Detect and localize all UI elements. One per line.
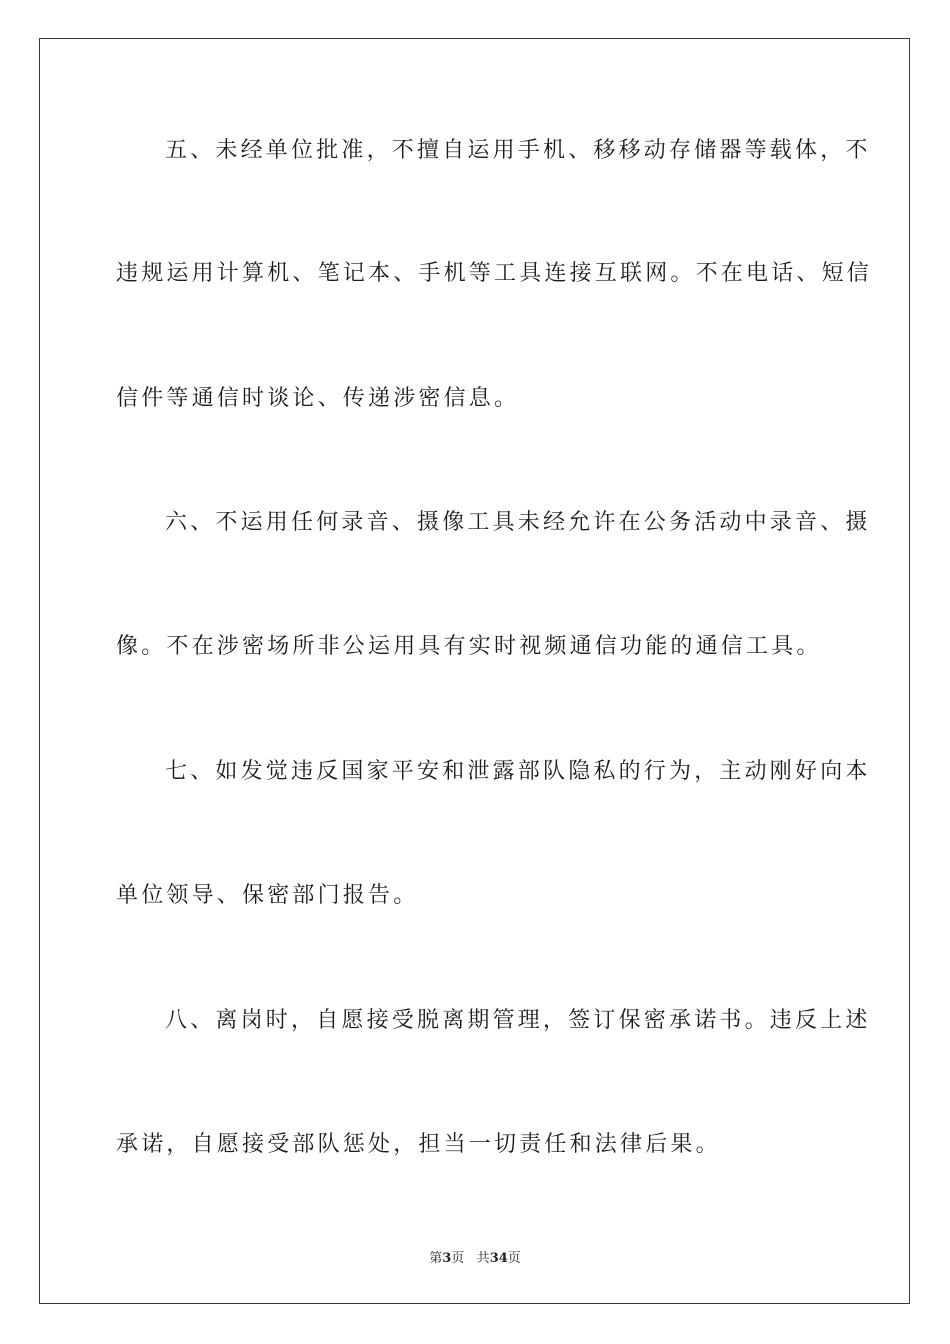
paragraph-6-line-1: 六、不运用任何录音、摄像工具未经允许在公务活动中录音、摄 (165, 510, 871, 535)
paragraph-6-line-2: 像。不在涉密场所非公运用具有实时视频通信功能的通信工具。 (116, 634, 822, 659)
paragraph-7-line-2: 单位领导、保密部门报告。 (116, 883, 419, 908)
paragraph-5-line-2: 违规运用计算机、笔记本、手机等工具连接互联网。不在电话、短信 (116, 261, 873, 286)
paragraph-8-line-1: 八、离岗时，自愿接受脱离期管理，签订保密承诺书。违反上述 (165, 1008, 871, 1033)
page-border (39, 38, 910, 1304)
paragraph-8-line-2: 承诺，自愿接受部队惩处，担当一切责任和法律后果。 (116, 1132, 721, 1157)
paragraph-5-line-3: 信件等通信时谈论、传递涉密信息。 (116, 386, 520, 411)
footer-total-pages: 34 (489, 1251, 508, 1266)
footer-page-number: 3 (442, 1251, 452, 1266)
page-footer (0, 1247, 950, 1266)
footer-page-prefix: 第 (429, 1251, 443, 1266)
footer-total-prefix: 共 (476, 1251, 490, 1266)
paragraph-7-line-1: 七、如发觉违反国家平安和泄露部队隐私的行为，主动刚好向本 (165, 759, 871, 784)
footer-total-suffix: 页 (507, 1251, 521, 1266)
footer-page-suffix: 页 (451, 1251, 465, 1266)
paragraph-5-line-1: 五、未经单位批准，不擅自运用手机、移移动存储器等载体，不 (165, 138, 871, 163)
